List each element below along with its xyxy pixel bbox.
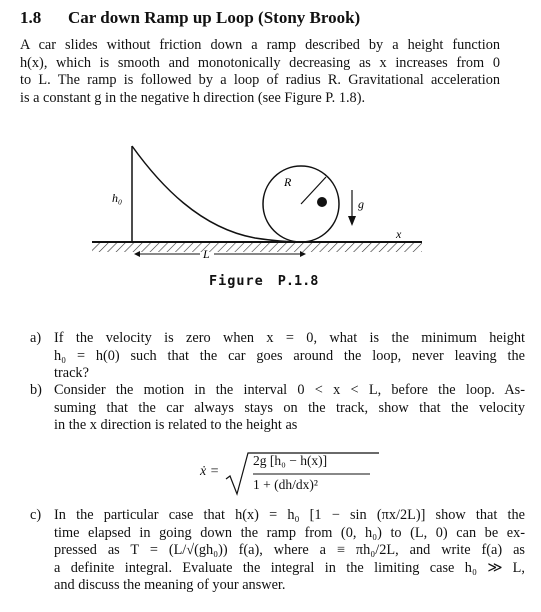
- part-a-line: If the velocity is zero when x = 0, what is the minimum height: [54, 330, 525, 346]
- label-g: g: [358, 197, 364, 211]
- label-L: L: [203, 247, 210, 261]
- label-h0: h₀: [112, 191, 123, 205]
- part-a-line: h₀ = h(0) such that the car goes around the loop, never leaving the: [54, 347, 525, 364]
- intro-line: is a constant g in the negative h direction (see Figure P. 1.8).: [20, 89, 366, 106]
- intro-line: A car slides without friction down a ramp described by a height function: [20, 37, 500, 53]
- part-a-line: track?: [54, 365, 89, 381]
- part-c-label: c): [30, 507, 42, 523]
- problem-title: Car down Ramp up Loop (Stony Brook): [68, 8, 361, 27]
- problem-statement: [20, 37, 500, 107]
- caption-word: Figure: [209, 273, 264, 289]
- equation-denominator: 1 + (dh/dx)²: [253, 477, 318, 492]
- part-c-line: In the particular case that h(x) = h₀ [1 − sin (πx/2L)] show that the: [54, 507, 525, 523]
- car-icon: [317, 197, 327, 207]
- part-c-line: and discuss the meaning of your answer.: [54, 577, 286, 593]
- ground-hatching: [92, 242, 422, 252]
- part-b-line: Consider the motion in the interval 0 < x < L, before the loop. As-: [54, 382, 525, 398]
- equation-numerator: 2g [h₀ − h(x)]: [253, 453, 328, 468]
- intro-line: to L. The ramp is followed by a loop of radius R. Gravitational acceleration: [20, 72, 500, 88]
- caption-number: P.1.8: [277, 273, 319, 289]
- problem-number: 1.8: [20, 8, 42, 27]
- figure-caption: [209, 273, 318, 289]
- part-b-label: b): [30, 382, 42, 398]
- part-b-line: in the x direction is related to the height as: [54, 417, 298, 433]
- equation-lhs: ẋ =: [200, 464, 220, 479]
- gravity-arrowhead-icon: [348, 216, 356, 226]
- figure-ramp-loop: [0, 130, 541, 275]
- label-x: x: [396, 227, 402, 241]
- label-R: R: [284, 175, 292, 189]
- part-c-line: a definite integral. Evaluate the integral in the limiting case h₀ ≫ L,: [54, 559, 525, 576]
- intro-line: h(x), which is smooth and monotonically decreasing as x increases from 0: [20, 54, 500, 71]
- problem-heading: [20, 8, 360, 28]
- part-c-line: time elapsed in going down the ramp from (0, h₀) to (L, 0) can be ex-: [54, 524, 525, 541]
- ramp-curve: [132, 146, 301, 242]
- part-b-line: suming that the car always stays on the track, show that the velocity: [54, 399, 525, 416]
- part-c-line: pressed as T = (L/√(gh₀)) f(a), where a ≡ πh₀/2L, and write f(a) as: [54, 542, 525, 558]
- part-a-label: a): [30, 330, 42, 346]
